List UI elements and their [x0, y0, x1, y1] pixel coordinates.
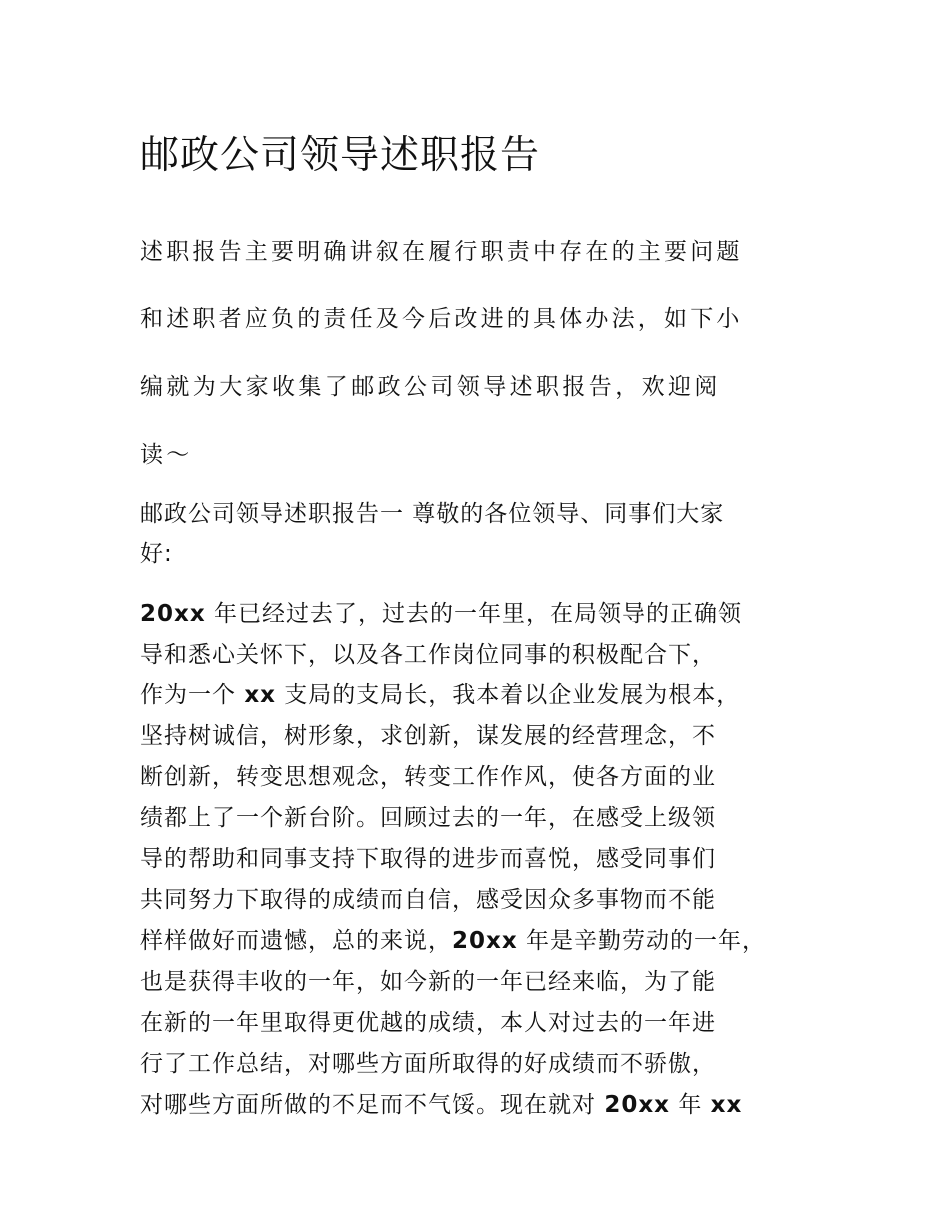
year-highlight: 20xx [140, 601, 206, 627]
body-line-12: 行了工作总结，对哪些方面所取得的好成绩而不骄傲， [140, 1051, 716, 1077]
body-text: 年 [678, 1092, 703, 1118]
body-text: 对哪些方面所做的不足而不气馁。现在就对 [140, 1092, 596, 1118]
body-text: 年已经过去了，过去的一年里，在局领导的正确领 [214, 601, 742, 627]
document-title: 邮政公司领导述职报告 [140, 133, 541, 178]
body-line-5: 断创新，转变思想观念，转变工作作风，使各方面的业 [140, 764, 716, 790]
body-line-13 [140, 1089, 742, 1121]
body-line-3 [140, 679, 740, 711]
body-line-6: 绩都上了一个新台阶。回顾过去的一年，在感受上级领 [140, 805, 716, 831]
intro-line-3: 编就为大家收集了邮政公司领导述职报告，欢迎阅 [140, 374, 721, 400]
section-heading-line-2: 好: [140, 541, 173, 567]
body-text: 年是辛勤劳动的一年， [526, 928, 766, 954]
year-highlight: 20xx [452, 928, 518, 954]
body-line-2: 导和悉心关怀下，以及各工作岗位同事的积极配合下， [140, 642, 716, 668]
body-line-4: 坚持树诚信，树形象，求创新，谋发展的经营理念，不 [140, 723, 716, 749]
placeholder-highlight: xx [244, 682, 276, 708]
intro-line-1: 述职报告主要明确讲叙在履行职责中存在的主要问题 [140, 239, 743, 265]
body-line-11: 在新的一年里取得更优越的成绩，本人对过去的一年进 [140, 1010, 716, 1036]
body-text: 支局的支局长，我本着以企业发展为根本， [284, 682, 741, 708]
year-highlight: 20xx [604, 1092, 670, 1118]
intro-line-2: 和述职者应负的责任及今后改进的具体办法，如下小 [140, 306, 743, 332]
intro-line-4: 读～ [140, 442, 193, 468]
placeholder-highlight: xx [710, 1092, 743, 1118]
body-line-8: 共同努力下取得的成绩而自信，感受因众多事物而不能 [140, 887, 716, 913]
body-line-7: 导的帮助和同事支持下取得的进步而喜悦，感受同事们 [140, 846, 716, 872]
body-text: 作为一个 [140, 682, 236, 708]
body-text: 样样做好而遗憾，总的来说， [140, 928, 452, 954]
section-heading-line-1: 邮政公司领导述职报告一 尊敬的各位领导、同事们大家 [140, 501, 725, 527]
body-line-1 [140, 598, 742, 630]
body-line-10: 也是获得丰收的一年，如今新的一年已经来临，为了能 [140, 969, 716, 995]
body-line-9 [140, 925, 766, 957]
